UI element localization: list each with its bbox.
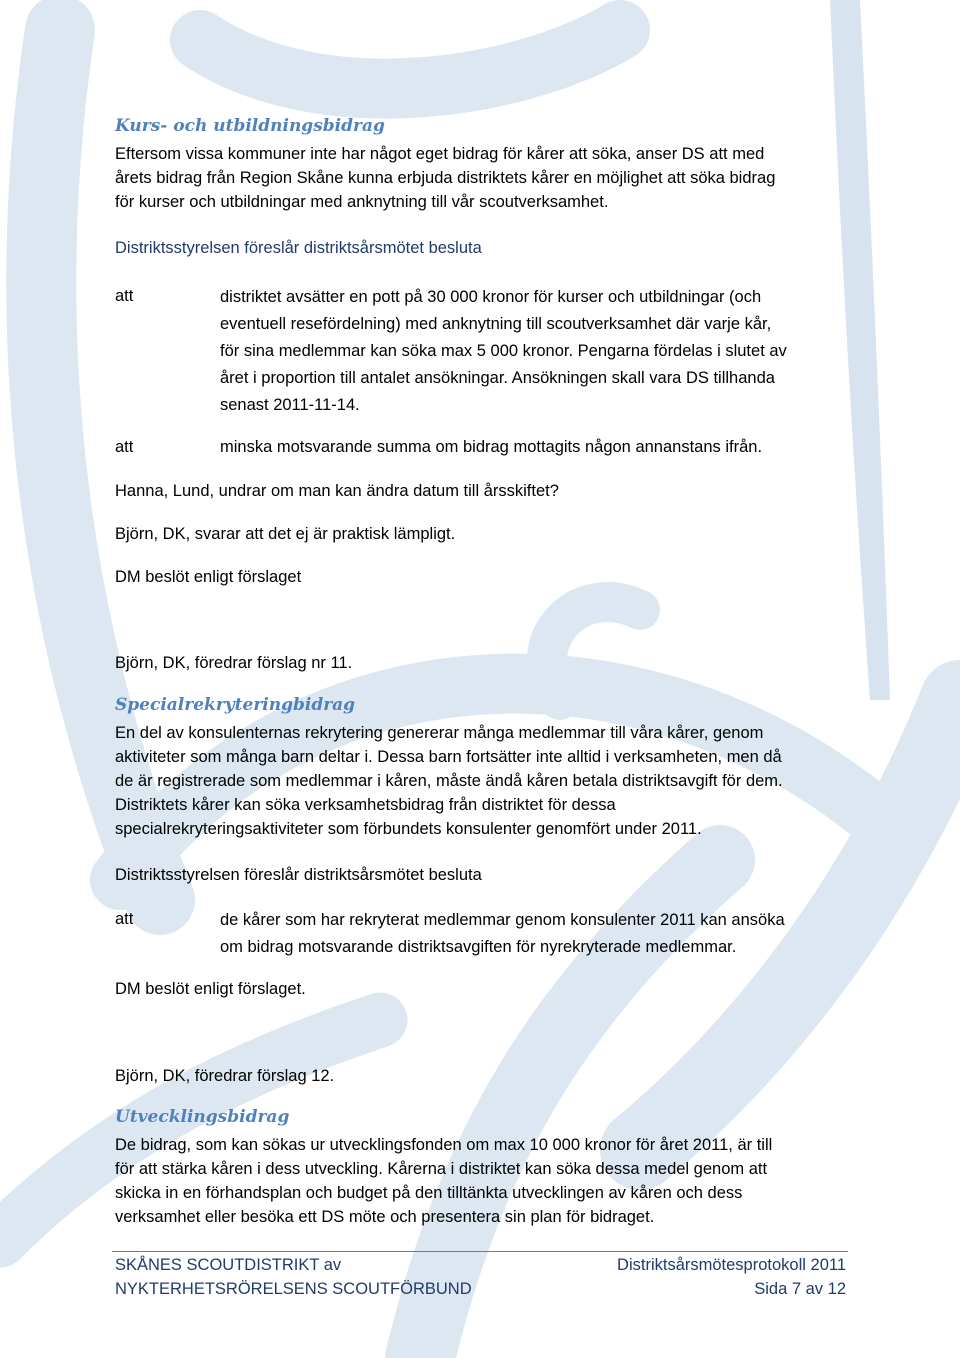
footer-doc-title: Distriktsårsmötesprotokoll 2011 [617,1256,846,1274]
kurs-att1-line: eventuell resefördelning) med anknytning till scoutverksamhet där varje kår, [220,315,772,333]
kurs-decision: DM beslöt enligt förslaget [115,568,302,586]
kurs-att1-line: senast 2011-11-14. [220,396,360,414]
utveckling-paragraph-line: De bidrag, som kan sökas ur utvecklingsfonden om max 10 000 kronor för året 2011, är till [115,1136,773,1154]
watermark-spike [830,0,890,700]
utveckling-paragraph-line: för att stärka kåren i dess utveckling. Kårerna i distriktet kan söka dessa medel genom att [115,1160,768,1178]
section-heading-utveckling: Utvecklingsbidrag [115,1107,290,1127]
section-heading-kurs: Kurs- och utbildningsbidrag [115,116,385,136]
kurs-proposal-intro: Distriktsstyrelsen föreslår distriktsårsmötet besluta [115,239,482,257]
utveckling-paragraph-line: skicka in en förhandsplan och budget på den tilltänkta utvecklingen av kåren och dess [115,1184,743,1202]
kurs-att1-line: för sina medlemmar kan söka max 5 000 kronor. Pengarna fördelas i slutet av [220,342,787,360]
special-paragraph-line: En del av konsulenternas rekrytering genererar många medlemmar till våra kårer, genom [115,724,764,742]
special-presenter: Björn, DK, föredrar förslag nr 11. [115,654,353,672]
kurs-att1-label: att [115,287,134,305]
section-heading-special: Specialrekryteringbidrag [115,695,356,715]
footer-page-number: Sida 7 av 12 [754,1280,846,1298]
special-proposal-intro: Distriktsstyrelsen föreslår distriktsårsmötet besluta [115,866,482,884]
kurs-paragraph-line: årets bidrag från Region Skåne kunna erbjuda distriktets kårer en möjlighet att söka bidrag [115,169,776,187]
special-paragraph-line: specialrekryteringsaktiviteter som förbundets konsulenter genomfört under 2011. [115,820,702,838]
watermark-stroke-arc-top [200,30,620,89]
kurs-att2-text: minska motsvarande summa om bidrag mottagits någon annanstans ifrån. [220,438,763,456]
kurs-paragraph-line: för kurser och utbildningar med anknytning till vår scoutverksamhet. [115,193,609,211]
footer-org-line2: NYKTERHETSRÖRELSENS SCOUTFÖRBUND [115,1280,472,1298]
utveckling-paragraph-line: verksamhet eller besöka ett DS möte och presentera sin plan för bidraget. [115,1208,655,1226]
kurs-question: Hanna, Lund, undrar om man kan ändra datum till årsskiftet? [115,482,559,500]
kurs-att1-line: året i proportion till antalet ansökningar. Ansökningen skall vara DS tillhanda [220,369,775,387]
footer-divider [112,1251,848,1252]
special-att-line: de kårer som har rekryterat medlemmar genom konsulenter 2011 kan ansöka [220,911,785,929]
kurs-paragraph-line: Eftersom vissa kommuner inte har något eget bidrag för kårer att söka, anser DS att med [115,145,765,163]
special-att-label: att [115,910,134,928]
special-att-line: om bidrag motsvarande distriktsavgiften för nyrekryterade medlemmar. [220,938,737,956]
kurs-att1-line: distriktet avsätter en pott på 30 000 kronor för kurser och utbildningar (och [220,288,762,306]
special-paragraph-line: aktiviteter som många barn deltar i. Dessa barn fortsätter inte alltid i verksamheten, men då [115,748,782,766]
utveckling-presenter: Björn, DK, föredrar förslag 12. [115,1067,335,1085]
special-decision: DM beslöt enligt förslaget. [115,980,306,998]
footer-org-line1: SKÅNES SCOUTDISTRIKT av [115,1256,342,1274]
kurs-att2-label: att [115,438,134,456]
special-paragraph-line: Distriktets kårer kan söka verksamhetsbidrag från distriktet för dessa [115,796,616,814]
kurs-answer: Björn, DK, svarar att det ej är praktisk lämpligt. [115,525,456,543]
special-paragraph-line: de är registrerade som medlemmar i kåren, måste ändå kåren betala distriktsavgift för dem. [115,772,783,790]
